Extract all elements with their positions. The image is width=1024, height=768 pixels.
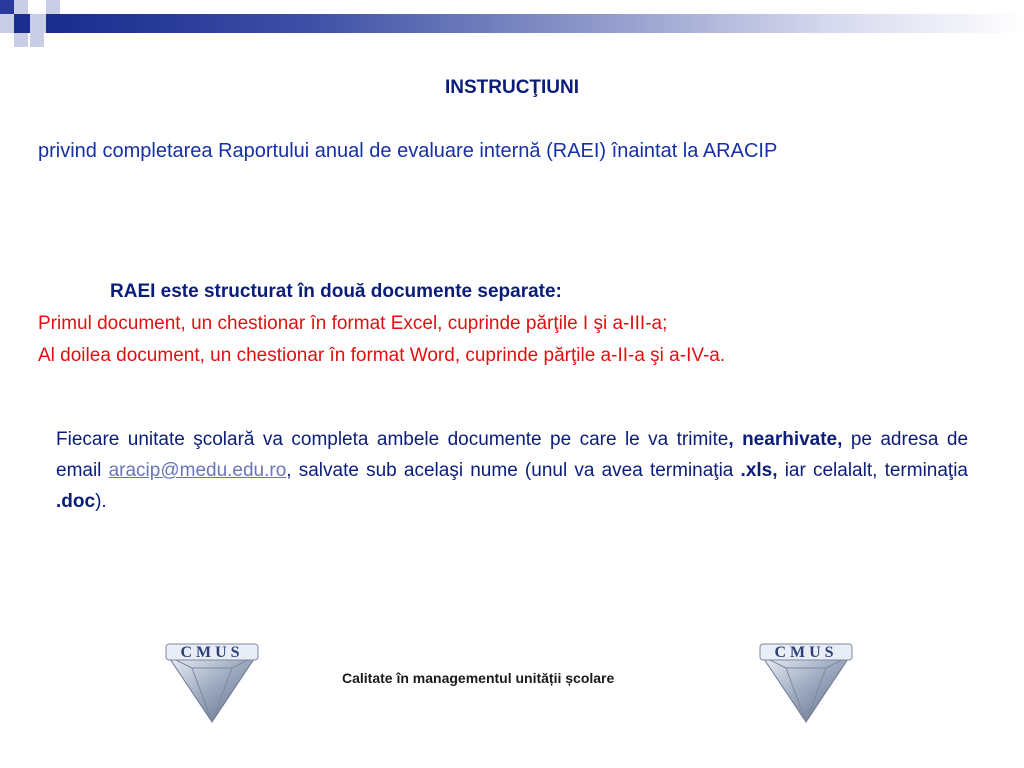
paragraph-text: iar celalalt, terminaţia [777,460,968,481]
gradient-band [62,14,1024,33]
instructions-paragraph [56,424,968,517]
paragraph-text: , salvate sub acelaşi nume (unul va avea terminaţia [286,460,741,481]
doc-extension: .doc [56,491,96,512]
paragraph-bold-word: nearhivate, [742,429,843,450]
paragraph-text: pe adresa de email [56,429,969,481]
deco-square [14,0,28,14]
email-link[interactable]: aracip@medu.edu.ro [108,460,287,481]
structure-second-document: Al doilea document, un chestionar în format Word, cuprinde părţile a-II-a şi a-IV-a. [38,345,726,366]
deco-square [0,14,14,33]
deco-square [30,14,46,33]
logo-text: CMUS [774,644,838,661]
footer-text: Calitate în managementul unității școlare [342,670,615,686]
paragraph-text: ). [95,491,107,512]
structure-first-document: Primul document, un chestionar în format Excel, cuprinde părţile I şi a-III-a; [38,313,668,334]
deco-square [14,14,30,33]
paragraph-text: Fiecare unitate şcolară va completa ambele documente pe care le va trimite [56,429,729,450]
cmus-logo-right [756,638,856,724]
deco-square [30,33,44,47]
deco-square [14,33,28,47]
header-decoration [0,0,1024,48]
cmus-logo-left [162,638,262,724]
structure-heading: RAEI este structurat în două documente separate: [110,281,562,302]
deco-square [0,0,14,14]
logo-text: CMUS [180,644,244,661]
page-subtitle: privind completarea Raportului anual de evaluare internă (RAEI) înaintat la ARACIP [38,140,778,162]
xls-extension: .xls, [740,460,778,481]
deco-square [46,0,60,14]
deco-square [46,14,62,33]
paragraph-bold-comma: , [728,429,734,450]
page-title: INSTRUCŢIUNI [444,77,580,98]
